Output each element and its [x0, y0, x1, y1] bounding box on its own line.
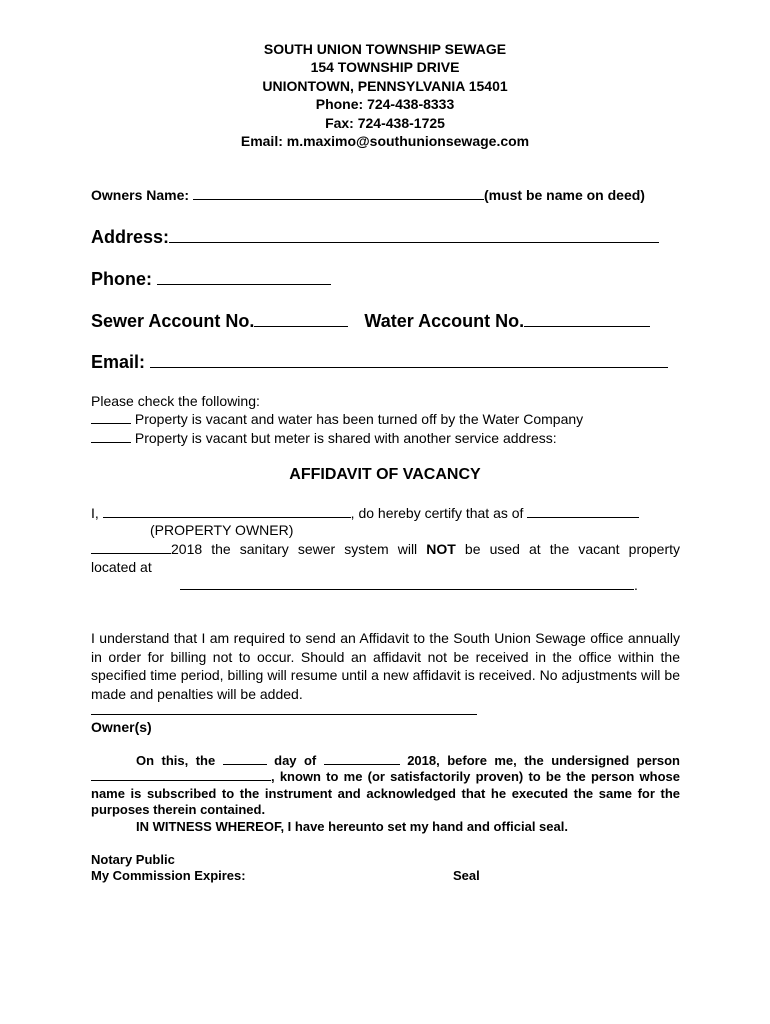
i-prefix: I,: [91, 505, 99, 521]
org-city: UNIONTOWN, PENNSYLVANIA 15401: [262, 77, 508, 94]
year-line: [91, 541, 680, 557]
year-before-text: 2018, before me, the undersigned person: [407, 753, 680, 768]
address-row: [91, 225, 659, 248]
checklist-item-label: Property is vacant but meter is shared with another service address:: [134, 429, 557, 446]
property-address-field[interactable]: [180, 577, 634, 590]
witness-text: IN WITNESS WHEREOF, I have hereunto set my hand and official seal.: [136, 818, 568, 834]
letterhead: [0, 40, 770, 150]
sewer-account-label: Sewer Account No.: [91, 311, 255, 331]
org-email: Email: m.maximo@southunionsewage.com: [240, 133, 530, 150]
seal-label: Seal: [453, 868, 480, 883]
owners-name-field[interactable]: [193, 185, 484, 200]
org-phone: Phone: 724-438-8333: [315, 96, 455, 113]
owner-name-field[interactable]: [103, 505, 351, 518]
on-this-text: On this, the: [136, 753, 216, 768]
vacancy-checklist: [91, 392, 583, 447]
account-row: [91, 309, 650, 332]
checklist-item: [91, 429, 583, 447]
certify-text: , do hereby certify that as of: [350, 505, 524, 521]
as-of-date-field[interactable]: [527, 505, 639, 518]
owners-name-label: Owners Name:: [91, 187, 190, 203]
day-field[interactable]: [223, 753, 267, 765]
notary-block: [91, 753, 680, 835]
water-account-label: Water Account No.: [364, 311, 525, 331]
owner-signature-line[interactable]: [91, 714, 477, 715]
checkbox-water-off[interactable]: [91, 411, 131, 424]
person-name-field[interactable]: [91, 769, 271, 781]
commission-expires-label: My Commission Expires:: [91, 868, 246, 884]
checkbox-shared-meter[interactable]: [91, 430, 131, 443]
checklist-item: [91, 410, 583, 428]
email-label: Email:: [91, 352, 146, 372]
checklist-item-label: Property is vacant and water has been turned off by the Water Company: [134, 411, 584, 428]
org-street: 154 TOWNSHIP DRIVE: [310, 59, 460, 76]
year-date-field[interactable]: [91, 541, 171, 554]
used-text: be used at the vacant property: [464, 541, 681, 557]
property-owner-caption: (PROPERTY OWNER): [150, 522, 294, 538]
org-name: SOUTH UNION TOWNSHIP SEWAGE: [263, 41, 507, 57]
notary-signature-block: [91, 852, 246, 885]
not-word: NOT: [426, 541, 456, 557]
phone-label: Phone:: [91, 269, 152, 289]
owners-name-note: (must be name on deed): [483, 187, 645, 203]
year-text: 2018 the sanitary sewer system will: [171, 541, 418, 557]
water-account-field[interactable]: [524, 309, 650, 327]
owners-name-row: [91, 185, 645, 203]
org-fax: Fax: 724-438-1725: [325, 114, 445, 131]
notary-public-label: Notary Public: [91, 852, 175, 867]
billing-notice: I understand that I am required to send an Affidavit to the South Union Sewage office annually in order for billing not to occur. Should an affidavit not be received in the office within the specified time period, billing will resume until a new affidavit is received. No adjustments will be made and penalties will be added.: [91, 630, 680, 702]
property-address-line: [180, 577, 638, 593]
certify-line: [91, 505, 680, 521]
affidavit-title: AFFIDAVIT OF VACANCY: [289, 466, 481, 483]
address-field[interactable]: [169, 225, 659, 243]
day-of-text: day of: [274, 753, 317, 768]
owner-label: Owner(s): [91, 719, 152, 735]
email-field[interactable]: [150, 350, 668, 368]
phone-field[interactable]: [157, 267, 331, 285]
known-text: , known to me (or satisfactorily proven) to be the person whose name is subscribed to the instrument and acknowledged that he executed the same for the purposes therein contained.: [91, 769, 680, 818]
address-label: Address:: [91, 227, 170, 247]
checklist-intro: Please check the following:: [91, 393, 260, 409]
month-field[interactable]: [324, 753, 400, 765]
email-row: [91, 350, 668, 373]
located-at-label: located at: [91, 559, 152, 575]
period: .: [634, 577, 638, 593]
phone-row: [91, 267, 331, 290]
sewer-account-field[interactable]: [254, 309, 348, 327]
